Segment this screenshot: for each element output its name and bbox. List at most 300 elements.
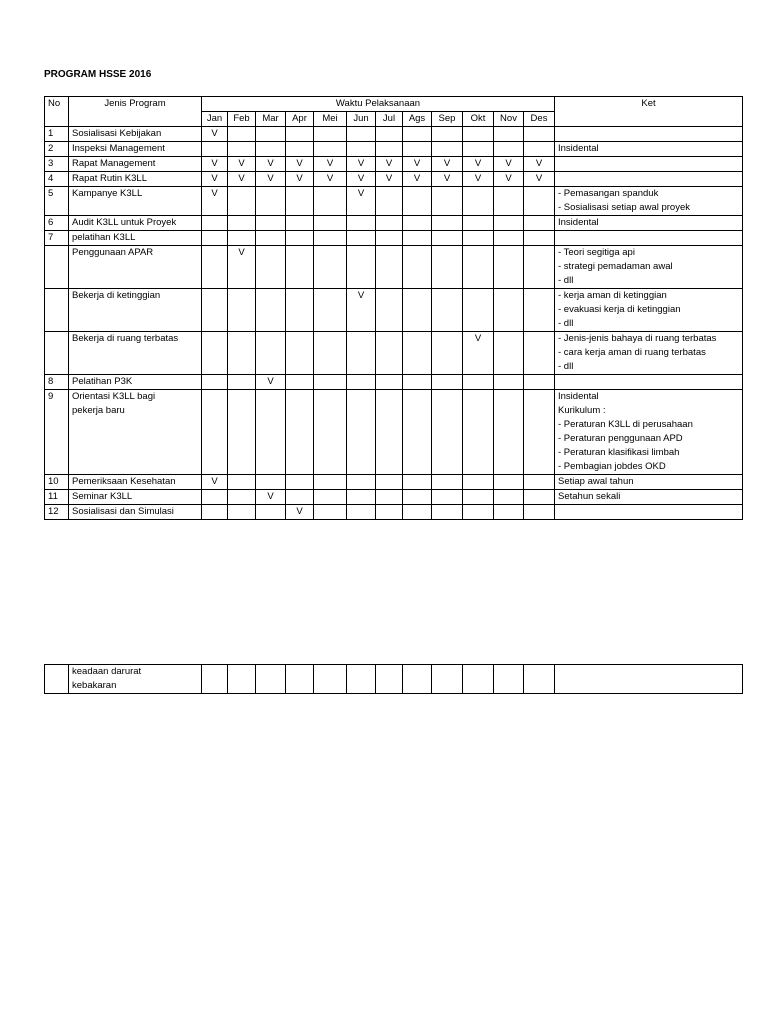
ket-cell [555, 246, 743, 289]
header-month-ags: Ags [403, 112, 432, 127]
program-name [69, 127, 202, 142]
month-cell-des [524, 216, 555, 231]
month-cell-mei [314, 187, 347, 216]
table-row [45, 505, 743, 520]
ket-line: Insidental [558, 143, 599, 154]
row-number: 2 [45, 142, 69, 157]
header-month-jul: Jul [376, 112, 403, 127]
ket-line: - kerja aman di ketinggian [558, 290, 667, 301]
month-cell-apr [286, 475, 314, 490]
month-cell-okt [463, 157, 494, 172]
month-cell-sep [432, 216, 463, 231]
program-name [69, 375, 202, 390]
program-name-line: Rapat Rutin K3LL [72, 173, 147, 184]
month-cell-okt [463, 390, 494, 475]
ket-line: Setahun sekali [558, 491, 621, 502]
ket-cell [555, 187, 743, 216]
month-cell-mar [256, 157, 286, 172]
month-cell-jan [202, 332, 228, 375]
continuation-body [45, 665, 743, 694]
check-mark: V [357, 158, 365, 169]
month-cell-sep [432, 127, 463, 142]
program-name [69, 665, 202, 694]
month-cell-jan [202, 157, 228, 172]
check-mark: V [505, 158, 512, 169]
month-cell-mei [314, 246, 347, 289]
month-cell-mar [256, 505, 286, 520]
month-cell-feb [228, 505, 256, 520]
table-row [45, 332, 743, 375]
header-waktu-pelaksanaan: Waktu Pelaksanaan [202, 97, 555, 112]
month-cell-sep [432, 390, 463, 475]
check-mark: V [211, 158, 218, 169]
month-cell-jan [202, 490, 228, 505]
month-cell-jul [376, 505, 403, 520]
check-mark: V [211, 173, 218, 184]
program-name [69, 231, 202, 246]
month-cell-nov [494, 665, 524, 694]
month-cell-des [524, 246, 555, 289]
month-cell-jul [376, 127, 403, 142]
month-cell-des [524, 289, 555, 332]
month-cell-sep [432, 490, 463, 505]
table-row [45, 216, 743, 231]
ket-line: - Peraturan K3LL di perusahaan [558, 419, 693, 430]
month-cell-mar [256, 231, 286, 246]
month-cell-ags [403, 187, 432, 216]
month-cell-okt [463, 665, 494, 694]
header-ket: Ket [555, 97, 743, 127]
month-cell-jun [347, 490, 376, 505]
month-cell-des [524, 142, 555, 157]
check-mark: V [211, 476, 218, 487]
row-number: 6 [45, 216, 69, 231]
month-cell-feb [228, 665, 256, 694]
month-cell-ags [403, 157, 432, 172]
month-cell-jan [202, 142, 228, 157]
month-cell-sep [432, 172, 463, 187]
month-cell-sep [432, 142, 463, 157]
header-month-apr: Apr [286, 112, 314, 127]
check-mark: V [474, 333, 482, 344]
month-cell-des [524, 127, 555, 142]
month-cell-ags [403, 505, 432, 520]
month-cell-ags [403, 475, 432, 490]
month-cell-mar [256, 475, 286, 490]
month-cell-des [524, 475, 555, 490]
ket-line: - Pembagian jobdes OKD [558, 461, 666, 472]
month-cell-jan [202, 216, 228, 231]
check-mark: V [267, 491, 274, 502]
month-cell-jan [202, 246, 228, 289]
ket-line: - dll [558, 361, 574, 372]
ket-cell [555, 127, 743, 142]
month-cell-okt [463, 490, 494, 505]
ket-line: - strategi pemadaman awal [558, 261, 673, 272]
check-mark: V [413, 173, 421, 184]
month-cell-jun [347, 246, 376, 289]
month-cell-jun [347, 505, 376, 520]
table-row [45, 246, 743, 289]
month-cell-apr [286, 142, 314, 157]
header-month-mar: Mar [256, 112, 286, 127]
month-cell-jan [202, 187, 228, 216]
month-cell-jan [202, 505, 228, 520]
ket-line: - cara kerja aman di ruang terbatas [558, 347, 706, 358]
month-cell-des [524, 172, 555, 187]
ket-cell [555, 475, 743, 490]
program-name-line: Sosialisasi dan Simulasi [72, 506, 174, 517]
table-row [45, 172, 743, 187]
table-row [45, 187, 743, 216]
month-cell-apr [286, 216, 314, 231]
header-month-sep: Sep [432, 112, 463, 127]
month-cell-jul [376, 231, 403, 246]
header-month-nov: Nov [494, 112, 524, 127]
month-cell-des [524, 332, 555, 375]
table-row [45, 490, 743, 505]
month-cell-sep [432, 246, 463, 289]
month-cell-des [524, 490, 555, 505]
row-number: 11 [45, 490, 69, 505]
month-cell-jul [376, 172, 403, 187]
month-cell-okt [463, 216, 494, 231]
table-row [45, 475, 743, 490]
ket-cell [555, 390, 743, 475]
month-cell-mar [256, 390, 286, 475]
check-mark: V [326, 173, 334, 184]
check-mark: V [535, 173, 543, 184]
ket-cell [555, 332, 743, 375]
month-cell-jun [347, 157, 376, 172]
ket-line: - Jenis-jenis bahaya di ruang terbatas [558, 333, 717, 344]
month-cell-okt [463, 172, 494, 187]
check-mark: V [267, 376, 274, 387]
month-cell-sep [432, 665, 463, 694]
ket-line: - Pemasangan spanduk [558, 188, 659, 199]
month-cell-sep [432, 187, 463, 216]
row-number: 5 [45, 187, 69, 216]
month-cell-jun [347, 187, 376, 216]
ket-line: - Peraturan penggunaan APD [558, 433, 683, 444]
program-name-line: Inspeksi Management [72, 143, 165, 154]
month-cell-ags [403, 142, 432, 157]
ket-line: - evakuasi kerja di ketinggian [558, 304, 681, 315]
month-cell-jul [376, 390, 403, 475]
check-mark: V [211, 128, 218, 139]
program-name-line: Pemeriksaan Kesehatan [72, 476, 176, 487]
month-cell-ags [403, 375, 432, 390]
month-cell-feb [228, 127, 256, 142]
month-cell-okt [463, 127, 494, 142]
check-mark: V [357, 173, 365, 184]
ket-cell [555, 216, 743, 231]
month-cell-sep [432, 375, 463, 390]
check-mark: V [296, 506, 303, 517]
month-cell-apr [286, 505, 314, 520]
month-cell-feb [228, 390, 256, 475]
month-cell-apr [286, 172, 314, 187]
header-month-jan: Jan [202, 112, 228, 127]
month-cell-feb [228, 332, 256, 375]
program-name-line: kebakaran [72, 680, 117, 691]
month-cell-feb [228, 490, 256, 505]
ket-cell [555, 157, 743, 172]
ket-line: - Sosialisasi setiap awal proyek [558, 202, 691, 213]
check-mark: V [474, 158, 482, 169]
month-cell-jan [202, 375, 228, 390]
month-cell-apr [286, 187, 314, 216]
month-cell-nov [494, 127, 524, 142]
table-row [45, 390, 743, 475]
month-cell-jan [202, 127, 228, 142]
program-name [69, 157, 202, 172]
month-cell-mar [256, 127, 286, 142]
header-month-des: Des [524, 112, 555, 127]
program-name [69, 505, 202, 520]
program-name-line: Pelatihan P3K [72, 376, 133, 387]
check-mark: V [296, 158, 303, 169]
header-no: No [45, 97, 69, 127]
ket-line: Setiap awal tahun [558, 476, 634, 487]
month-cell-jun [347, 332, 376, 375]
program-name [69, 142, 202, 157]
program-name-line: pekerja baru [72, 405, 125, 416]
month-cell-mar [256, 332, 286, 375]
month-cell-mei [314, 665, 347, 694]
check-mark: V [296, 173, 303, 184]
check-mark: V [238, 158, 245, 169]
table-row [45, 127, 743, 142]
program-name-line: Bekerja di ketinggian [72, 290, 161, 301]
check-mark: V [535, 158, 543, 169]
program-table [44, 96, 743, 520]
month-cell-jul [376, 490, 403, 505]
month-cell-des [524, 505, 555, 520]
month-cell-mei [314, 216, 347, 231]
month-cell-ags [403, 390, 432, 475]
month-cell-jul [376, 475, 403, 490]
header-month-feb: Feb [228, 112, 256, 127]
month-cell-jul [376, 187, 403, 216]
month-cell-ags [403, 127, 432, 142]
check-mark: V [413, 158, 421, 169]
month-cell-jul [376, 289, 403, 332]
month-cell-ags [403, 490, 432, 505]
month-cell-apr [286, 375, 314, 390]
month-cell-okt [463, 375, 494, 390]
month-cell-okt [463, 332, 494, 375]
month-cell-jan [202, 172, 228, 187]
month-cell-mei [314, 172, 347, 187]
month-cell-feb [228, 475, 256, 490]
header-jenis-program: Jenis Program [69, 97, 202, 127]
program-name-line: keadaan darurat [72, 666, 142, 677]
month-cell-feb [228, 157, 256, 172]
month-cell-apr [286, 157, 314, 172]
ket-cell [555, 665, 743, 694]
ket-line: Kurikulum : [558, 405, 606, 416]
check-mark: V [385, 158, 393, 169]
ket-cell [555, 375, 743, 390]
month-cell-nov [494, 157, 524, 172]
ket-cell [555, 172, 743, 187]
ket-line: - Teori segitiga api [558, 247, 635, 258]
program-table-continuation [44, 664, 743, 694]
row-number: 3 [45, 157, 69, 172]
row-number: 9 [45, 390, 69, 475]
program-name-line: Sosialisasi Kebijakan [72, 128, 162, 139]
month-cell-jun [347, 665, 376, 694]
month-cell-jun [347, 172, 376, 187]
month-cell-jan [202, 475, 228, 490]
month-cell-nov [494, 332, 524, 375]
month-cell-mar [256, 289, 286, 332]
month-cell-feb [228, 231, 256, 246]
month-cell-jun [347, 289, 376, 332]
month-cell-okt [463, 289, 494, 332]
month-cell-jan [202, 390, 228, 475]
row-number [45, 332, 69, 375]
ket-cell [555, 142, 743, 157]
program-name [69, 475, 202, 490]
ket-cell [555, 505, 743, 520]
program-name-line: Bekerja di ruang terbatas [72, 333, 179, 344]
month-cell-jun [347, 142, 376, 157]
month-cell-nov [494, 475, 524, 490]
month-cell-jun [347, 475, 376, 490]
month-cell-apr [286, 127, 314, 142]
month-cell-mei [314, 390, 347, 475]
month-cell-ags [403, 172, 432, 187]
ket-cell [555, 490, 743, 505]
month-cell-nov [494, 375, 524, 390]
month-cell-sep [432, 332, 463, 375]
month-cell-des [524, 231, 555, 246]
ket-line: Insidental [558, 391, 599, 402]
program-name [69, 187, 202, 216]
month-cell-okt [463, 505, 494, 520]
table-row [45, 375, 743, 390]
check-mark: V [238, 247, 245, 258]
ket-line: Insidental [558, 217, 599, 228]
month-cell-jul [376, 665, 403, 694]
month-cell-jan [202, 231, 228, 246]
month-cell-ags [403, 332, 432, 375]
program-name-line: Seminar K3LL [72, 491, 133, 502]
program-name [69, 490, 202, 505]
check-mark: V [211, 188, 218, 199]
month-cell-jun [347, 127, 376, 142]
row-number: 10 [45, 475, 69, 490]
table-row [45, 142, 743, 157]
month-cell-jul [376, 157, 403, 172]
month-cell-jun [347, 390, 376, 475]
check-mark: V [385, 173, 393, 184]
month-cell-sep [432, 505, 463, 520]
month-cell-des [524, 665, 555, 694]
month-cell-mei [314, 490, 347, 505]
month-cell-mei [314, 127, 347, 142]
row-number [45, 246, 69, 289]
month-cell-nov [494, 390, 524, 475]
month-cell-okt [463, 246, 494, 289]
month-cell-des [524, 157, 555, 172]
month-cell-nov [494, 246, 524, 289]
month-cell-feb [228, 375, 256, 390]
row-number: 7 [45, 231, 69, 246]
month-cell-ags [403, 231, 432, 246]
month-cell-feb [228, 187, 256, 216]
month-cell-mei [314, 157, 347, 172]
ket-line: - Peraturan klasifikasi limbah [558, 447, 680, 458]
month-cell-mei [314, 475, 347, 490]
month-cell-ags [403, 289, 432, 332]
check-mark: V [267, 158, 274, 169]
month-cell-mar [256, 172, 286, 187]
month-cell-mar [256, 216, 286, 231]
month-cell-jul [376, 142, 403, 157]
month-cell-jun [347, 375, 376, 390]
month-cell-apr [286, 246, 314, 289]
check-mark: V [357, 290, 365, 301]
month-cell-mar [256, 142, 286, 157]
ket-cell [555, 231, 743, 246]
month-cell-ags [403, 216, 432, 231]
month-cell-sep [432, 475, 463, 490]
program-name [69, 246, 202, 289]
month-cell-apr [286, 332, 314, 375]
month-cell-mar [256, 246, 286, 289]
program-name [69, 390, 202, 475]
month-cell-nov [494, 172, 524, 187]
month-cell-apr [286, 231, 314, 246]
month-cell-mei [314, 505, 347, 520]
ket-cell [555, 289, 743, 332]
month-cell-okt [463, 231, 494, 246]
month-cell-mei [314, 142, 347, 157]
ket-line: - dll [558, 275, 574, 286]
month-cell-jul [376, 375, 403, 390]
month-cell-des [524, 390, 555, 475]
program-name [69, 172, 202, 187]
table-row [45, 157, 743, 172]
row-number [45, 289, 69, 332]
program-name-line: Penggunaan APAR [72, 247, 154, 258]
month-cell-nov [494, 187, 524, 216]
month-cell-okt [463, 475, 494, 490]
row-number: 8 [45, 375, 69, 390]
check-mark: V [326, 158, 334, 169]
month-cell-des [524, 375, 555, 390]
month-cell-sep [432, 289, 463, 332]
check-mark: V [238, 173, 245, 184]
month-cell-apr [286, 390, 314, 475]
check-mark: V [267, 173, 274, 184]
header-month-mei: Mei [314, 112, 347, 127]
month-cell-sep [432, 231, 463, 246]
row-number [45, 665, 69, 694]
month-cell-mei [314, 332, 347, 375]
month-cell-apr [286, 289, 314, 332]
month-cell-okt [463, 187, 494, 216]
header-month-jun: Jun [347, 112, 376, 127]
month-cell-mei [314, 375, 347, 390]
check-mark: V [505, 173, 512, 184]
check-mark: V [357, 188, 365, 199]
month-cell-jun [347, 231, 376, 246]
program-name [69, 216, 202, 231]
